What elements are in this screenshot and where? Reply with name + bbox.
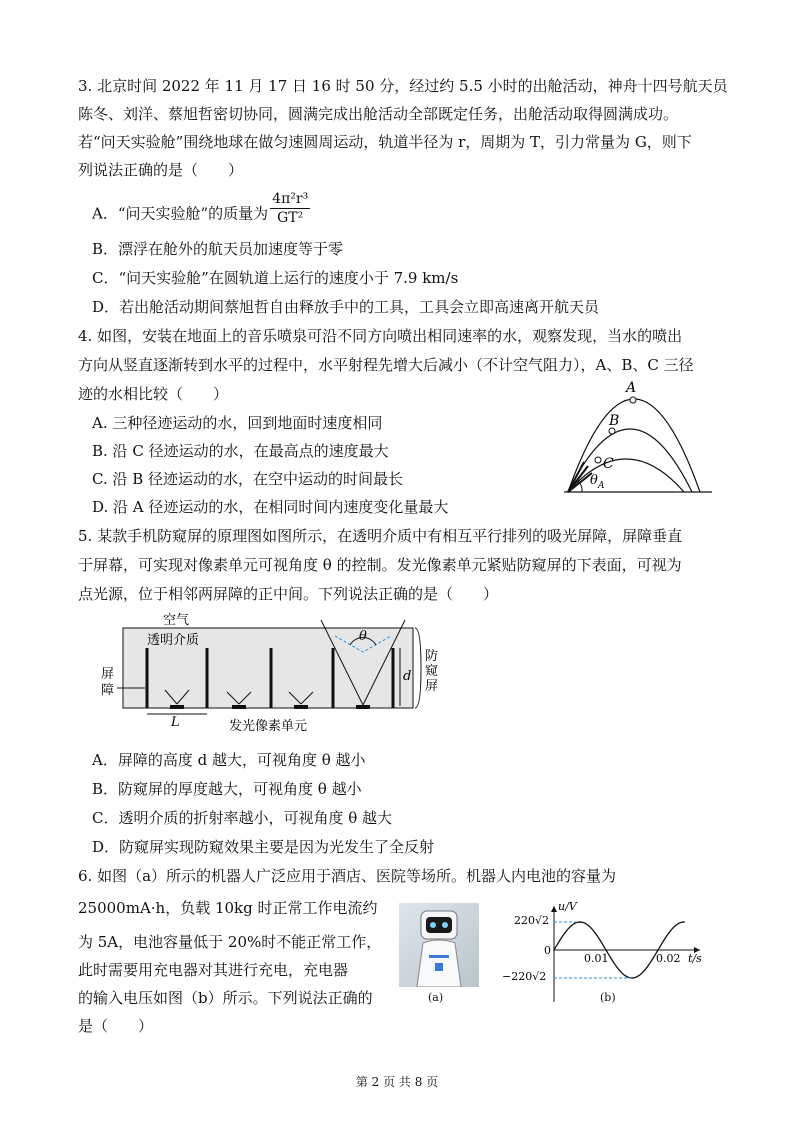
voltage-point — [631, 977, 633, 979]
voltage-point — [579, 921, 581, 923]
label-a: A — [626, 380, 637, 396]
x-tick-1: 0.01 — [584, 952, 609, 965]
figure-a-label: (a) — [428, 991, 444, 1004]
trajectory-a — [568, 399, 700, 492]
q5-option-d: D．防窥屏实现防窥效果主要是因为光发生了全反射 — [92, 838, 435, 856]
medium-label: 透明介质 — [147, 633, 200, 648]
pixel-3 — [294, 705, 308, 709]
point-c — [595, 457, 601, 463]
voltage-point — [553, 949, 555, 951]
q6-line-1: 6. 如图（a）所示的机器人广泛应用于酒店、医院等场所。机器人内电池的容量为 — [78, 867, 617, 885]
q4-line-1: 4. 如图，安装在地面上的音乐喷泉可沿不同方向喷出相同速率的水，观察发现，当水的喷出 — [78, 327, 683, 345]
fountain-trajectory-figure — [560, 376, 720, 498]
pixel-1 — [170, 705, 184, 709]
q3-option-a-text: A．“问天实验舱”的质量为 — [92, 204, 269, 223]
q3-option-d: D．若出舱活动期间蔡旭哲自由释放手中的工具，工具会立即高速离开航天员 — [92, 298, 600, 316]
x-axis-label: t/s — [688, 952, 702, 965]
q4-line-2: 方向从竖直逐渐转到水平的过程中，水平射程先增大后减小（不计空气阻力），A、B、C 三径 — [78, 356, 694, 374]
q6-line-3: 为 5A，电池容量低于 20%时不能正常工作， — [78, 933, 382, 951]
robot-photo — [399, 903, 479, 987]
origin-label: 0 — [544, 944, 551, 957]
voltage-point — [605, 949, 607, 951]
q5-option-c: C．透明介质的折射率越小，可视角度 θ 越大 — [92, 809, 393, 827]
q6-line-4: 此时需要用充电器对其进行充电，充电器 — [78, 961, 349, 979]
q3-option-a — [92, 191, 310, 227]
q5-line-1: 5. 某款手机防窥屏的原理图如图所示，在透明介质中有相互平行排列的吸光屏障，屏障垂直 — [78, 527, 683, 545]
screen-label-1: 防 — [425, 649, 439, 664]
pixel-label: 发光像素单元 — [229, 719, 308, 734]
y-axis-arrow — [551, 906, 557, 912]
voltage-point — [657, 949, 659, 951]
theta-label: θ — [359, 629, 367, 644]
q5-line-2: 于屏幕，可实现对像素单元可视角度 θ 的控制。发光像素单元紧贴防窥屏的下表面，可视为 — [78, 556, 682, 574]
q5-line-3: 点光源，位于相邻两屏障的正中间。下列说法正确的是（ ） — [78, 585, 499, 603]
robot-icon — [399, 903, 479, 987]
d-label: d — [403, 669, 412, 684]
fraction-numerator: 4π²r³ — [272, 191, 309, 207]
q3-line-3: 若“问天实验舱”围绕地球在做匀速圆周运动，轨道半径为 r，周期为 T，引力常量为 G，则下 — [78, 133, 692, 151]
q3-option-c: C．“问天实验舱”在圆轨道上运行的速度小于 7.9 km/s — [92, 269, 459, 287]
label-c: C — [603, 456, 614, 472]
screen-label-2: 窥 — [425, 664, 439, 679]
q3-line-1: 3. 北京时间 2022 年 11 月 17 日 16 时 50 分，经过约 5.5 小时的出舱活动，神舟十四号航天员 — [78, 77, 728, 95]
voltage-point — [683, 921, 685, 923]
label-theta-sub: A — [598, 481, 605, 491]
q5-option-b: B．防窥屏的厚度越大，可视角度 θ 越小 — [92, 780, 362, 798]
label-theta: θ — [590, 473, 598, 488]
y-axis-label: u/V — [558, 900, 577, 913]
q3-option-b: B．漂浮在舱外的航天员加速度等于零 — [92, 240, 344, 258]
trajectory-c — [568, 459, 684, 492]
q6-line-2: 25000mA·h，负载 10kg 时正常工作电流约 — [78, 899, 378, 917]
trajectory-b — [568, 429, 692, 492]
pixel-4 — [356, 705, 370, 709]
q4-option-d: D. 沿 A 径迹运动的水，在相同时间内速度变化量最大 — [92, 498, 449, 516]
screen-brace — [415, 628, 421, 708]
screen-label-3: 屏 — [425, 679, 439, 694]
q4-option-c: C. 沿 B 径迹运动的水，在空中运动的时间最长 — [92, 470, 404, 488]
x-tick-2: 0.02 — [656, 952, 681, 965]
q6-line-6: 是（ ） — [78, 1017, 154, 1035]
barrier-label-1: 屏 — [101, 667, 115, 682]
barrier-label-2: 障 — [101, 683, 115, 698]
q6-line-5: 的输入电压如图（b）所示。下列说法正确的 — [78, 989, 373, 1007]
mass-fraction — [270, 190, 310, 227]
figure-b-label: (b) — [600, 991, 616, 1004]
point-a — [630, 397, 636, 403]
page-footer: 第 2 页 共 8 页 — [355, 1075, 439, 1089]
q3-line-2: 陈冬、刘洋、蔡旭哲密切协同，圆满完成出舱活动全部既定任务，出舱活动取得圆满成功。 — [78, 105, 679, 123]
fraction-denominator: GT² — [277, 210, 304, 226]
y-min-label: −220√2 — [502, 970, 547, 983]
l-label: L — [171, 715, 180, 730]
privacy-screen-figure — [95, 608, 445, 736]
air-label: 空气 — [163, 613, 190, 628]
q5-option-a: A．屏障的高度 d 越大，可视角度 θ 越小 — [92, 751, 366, 769]
q4-line-3: 迹的水相比较（ ） — [78, 385, 229, 403]
y-max-label: 220√2 — [514, 914, 550, 927]
q4-option-b: B. 沿 C 径迹运动的水，在最高点的速度最大 — [92, 442, 389, 460]
q4-option-a: A. 三种径迹运动的水，回到地面时速度相同 — [92, 414, 383, 432]
pixel-2 — [232, 705, 246, 709]
q3-line-4: 列说法正确的是（ ） — [78, 161, 244, 179]
label-b: B — [609, 413, 620, 429]
